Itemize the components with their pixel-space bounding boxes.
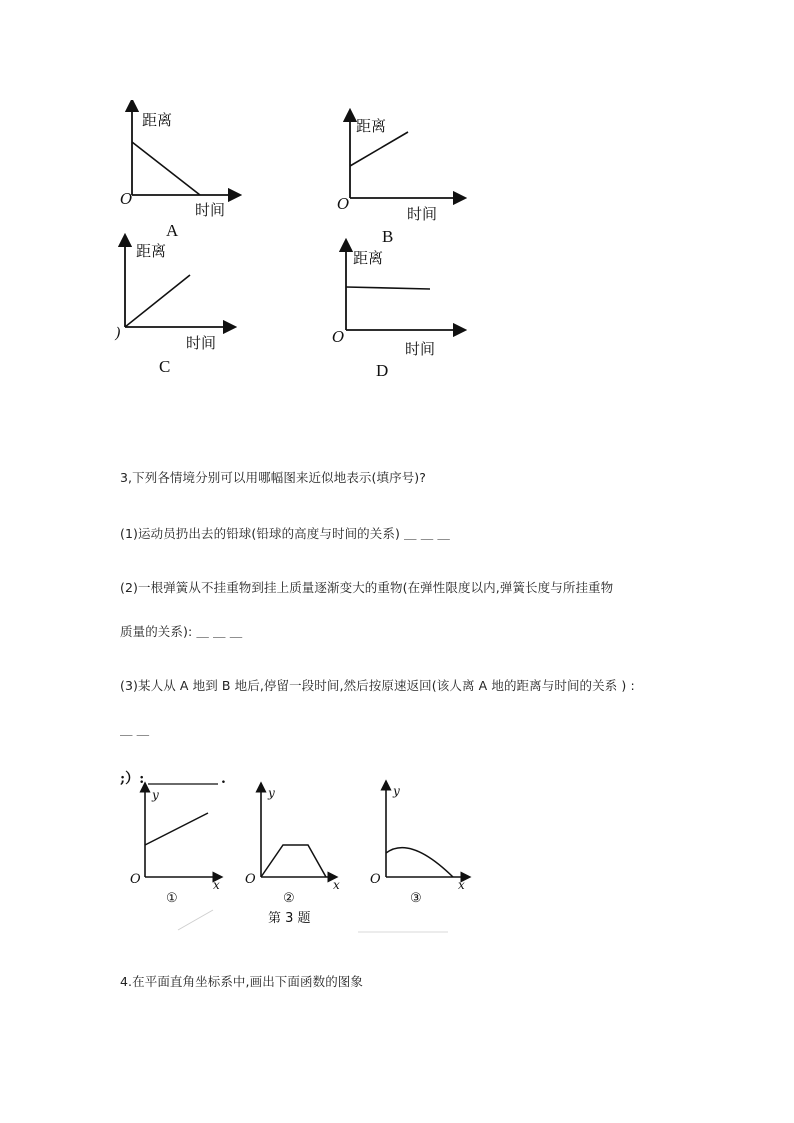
- graph-1-line: [145, 813, 208, 845]
- graph-d-line: [346, 287, 430, 289]
- fragment-period: .: [221, 771, 226, 787]
- x-axis-label: 时间: [186, 334, 217, 352]
- origin-label: O: [332, 328, 345, 346]
- graph-number-3: ③: [410, 891, 422, 906]
- option-label-a: A: [166, 221, 179, 240]
- origin-label: O: [120, 190, 133, 208]
- graph-3-line: [386, 848, 453, 877]
- scan-artifact: [178, 910, 213, 930]
- graph-b: [337, 115, 460, 246]
- origin-label: O: [370, 872, 381, 887]
- graph-2-line: [261, 845, 326, 877]
- graph-d: [332, 245, 460, 380]
- origin-label: ): [115, 324, 121, 342]
- question-3-item-3-line-1: (3)某人从 A 地到 B 地后,停留一段时间,然后按原速返回(该人离 A 地的距离与时间的关系 ) :: [120, 678, 635, 693]
- y-axis-label: 距离: [356, 117, 387, 135]
- y-axis-label: y: [393, 784, 400, 798]
- x-axis-label: 时间: [405, 340, 436, 358]
- origin-label: O: [337, 195, 350, 213]
- graph-3: [358, 784, 466, 932]
- graph-number-2: ②: [283, 891, 295, 906]
- question-3-item-1: (1)运动员扔出去的铅球(铅球的高度与时间的关系) ＿ ＿ ＿: [120, 526, 450, 541]
- graph-number-1: ①: [166, 891, 178, 906]
- question-3-item-3-line-2: ＿ ＿: [120, 722, 150, 737]
- figure-caption: 第 3 题: [268, 911, 311, 926]
- y-axis-label: y: [268, 786, 275, 800]
- question-3-item-2-line-1: (2)一根弹簧从不挂重物到挂上质量逐渐变大的重物(在弹性限度以内,弹簧长度与所挂重物: [120, 580, 614, 595]
- graph-a: [120, 105, 235, 240]
- x-axis-label: x: [213, 878, 220, 892]
- x-axis-label: 时间: [195, 201, 226, 219]
- graph-a-line: [132, 142, 200, 195]
- y-axis-label: 距离: [142, 111, 173, 129]
- question-3-graphs: [118, 765, 483, 935]
- origin-label: O: [245, 872, 256, 887]
- x-axis-label: x: [458, 878, 465, 892]
- question-3-title: 3,下列各情境分别可以用哪幅图来近似地表示(填序号)?: [120, 470, 427, 485]
- graph-2: [245, 786, 340, 926]
- graph-b-line: [350, 132, 408, 166]
- question-3-item-2-line-2: 质量的关系): ＿ ＿ ＿: [120, 624, 243, 639]
- y-axis-label: 距离: [136, 242, 167, 260]
- question-4-title: 4.在平面直角坐标系中,画出下面函数的图象: [120, 974, 364, 989]
- graph-1: [130, 787, 220, 930]
- y-axis-label: 距离: [353, 249, 384, 267]
- x-axis-label: 时间: [407, 205, 438, 223]
- graph-c-line: [125, 275, 190, 327]
- option-label-c: C: [159, 357, 171, 376]
- clipped-fragment: ;）:: [120, 771, 145, 787]
- x-axis-label: x: [333, 878, 340, 892]
- origin-label: O: [130, 872, 141, 887]
- option-label-b: B: [382, 227, 394, 246]
- graph-c: [114, 240, 230, 376]
- option-label-d: D: [376, 361, 389, 380]
- distance-time-graphs: [110, 100, 480, 385]
- y-axis-label: y: [152, 788, 159, 802]
